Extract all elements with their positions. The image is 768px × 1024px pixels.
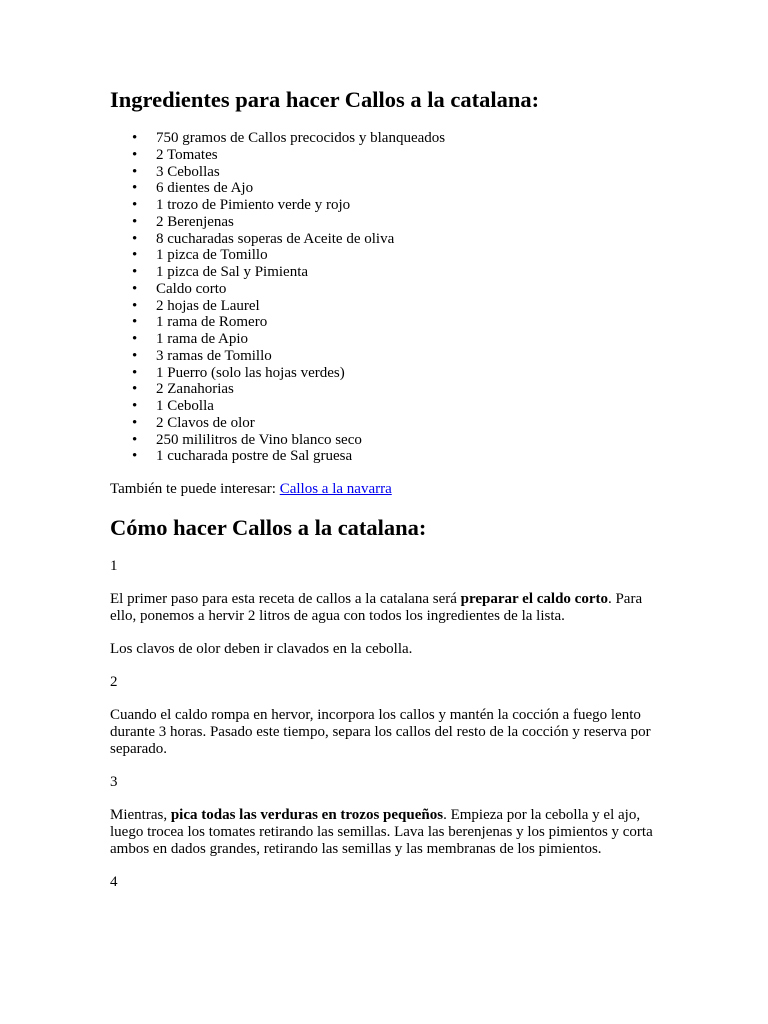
bullet-icon: • bbox=[132, 213, 138, 230]
ingredient-text: 1 trozo de Pimiento verde y rojo bbox=[156, 197, 351, 213]
step-number-1: 1 bbox=[110, 558, 118, 574]
step-3-text-before: Mientras, bbox=[110, 807, 171, 823]
ingredient-item bbox=[110, 281, 670, 298]
ingredient-text: Caldo corto bbox=[156, 280, 227, 297]
ingredient-text: 1 rama de Romero bbox=[156, 314, 268, 331]
bullet-icon: • bbox=[132, 331, 138, 347]
step-text-2: Cuando el caldo rompa en hervor, incorpora los callos y mantén la cocción a fuego lento durante 3 horas. Pasado este tiempo, separa los callos del resto de la cocción y reserva por separado. bbox=[110, 707, 651, 757]
also-interest-line bbox=[110, 481, 670, 498]
step-text-1 bbox=[110, 591, 670, 625]
bullet-icon: • bbox=[132, 197, 138, 213]
ingredient-item bbox=[110, 448, 670, 465]
bullet-icon: • bbox=[132, 448, 138, 465]
ingredient-item bbox=[110, 147, 670, 164]
ingredient-text: 1 Cebolla bbox=[156, 398, 214, 414]
ingredient-item bbox=[110, 348, 670, 365]
ingredient-text: 8 cucharadas soperas de Aceite de oliva bbox=[156, 230, 395, 247]
bullet-icon: • bbox=[132, 364, 138, 381]
bullet-icon: • bbox=[132, 180, 138, 197]
ingredient-item bbox=[110, 247, 670, 264]
bullet-icon: • bbox=[132, 297, 138, 314]
ingredient-item bbox=[110, 231, 670, 248]
ingredient-item bbox=[110, 298, 670, 315]
ingredient-text: 2 Clavos de olor bbox=[156, 414, 255, 431]
ingredient-item bbox=[110, 432, 670, 449]
ingredient-text: 1 Puerro (solo las hojas verdes) bbox=[156, 364, 345, 381]
ingredient-item bbox=[110, 365, 670, 382]
ingredient-item bbox=[110, 130, 670, 147]
step-number-4: 4 bbox=[110, 874, 118, 890]
ingredient-text: 3 ramas de Tomillo bbox=[156, 347, 272, 364]
ingredient-text: 2 Tomates bbox=[156, 146, 218, 163]
ingredient-item bbox=[110, 398, 670, 415]
ingredient-item bbox=[110, 164, 670, 181]
bullet-icon: • bbox=[132, 130, 138, 146]
step-number-3: 3 bbox=[110, 774, 118, 790]
ingredient-item bbox=[110, 180, 670, 197]
ingredient-text: 1 rama de Apio bbox=[156, 331, 249, 347]
ingredient-item bbox=[110, 197, 670, 214]
bullet-icon: • bbox=[132, 314, 138, 331]
ingredient-text: 1 pizca de Sal y Pimienta bbox=[156, 264, 309, 280]
step-text-3 bbox=[110, 807, 670, 858]
step-1-text-after: . Para ello, ponemos a hervir 2 litros de agua con todos los ingredientes de la lista. bbox=[110, 591, 643, 624]
bullet-icon: • bbox=[132, 398, 138, 414]
step-1-note: Los clavos de olor deben ir clavados en la cebolla. bbox=[110, 641, 413, 657]
bullet-icon: • bbox=[132, 381, 138, 398]
ingredient-text: 3 Cebollas bbox=[156, 163, 220, 180]
bullet-icon: • bbox=[132, 264, 138, 280]
bullet-icon: • bbox=[132, 230, 138, 247]
step-3-bold-text: pica todas las verduras en trozos pequeños bbox=[170, 807, 444, 823]
ingredient-text: 6 dientes de Ajo bbox=[156, 180, 254, 197]
step-3-text-after: . Empieza por la cebolla y el ajo, luego trocea los tomates retirando las semillas. Lava las berenjenas y los pimientos y corta ambos en dados grandes, retirando las semillas y las membranas de los pimientos. bbox=[110, 807, 653, 857]
ingredient-text: 1 cucharada postre de Sal gruesa bbox=[156, 448, 353, 465]
ingredient-text: 2 Berenjenas bbox=[156, 213, 234, 230]
ingredients-list bbox=[110, 130, 670, 465]
bullet-icon: • bbox=[132, 347, 138, 364]
how-to-heading: Cómo hacer Callos a la catalana: bbox=[110, 515, 427, 540]
step-1-text-before: El primer paso para esta receta de callos a la catalana será bbox=[110, 591, 461, 607]
ingredient-item bbox=[110, 381, 670, 398]
bullet-icon: • bbox=[132, 280, 138, 297]
ingredient-item bbox=[110, 214, 670, 231]
ingredient-text: 750 gramos de Callos precocidos y blanqueados bbox=[156, 130, 446, 146]
bullet-icon: • bbox=[132, 163, 138, 180]
ingredient-item bbox=[110, 264, 670, 281]
ingredient-text: 2 Zanahorias bbox=[156, 381, 234, 398]
ingredient-item bbox=[110, 331, 670, 348]
bullet-icon: • bbox=[132, 431, 138, 448]
ingredient-item bbox=[110, 314, 670, 331]
bullet-icon: • bbox=[132, 146, 138, 163]
ingredient-item bbox=[110, 415, 670, 432]
ingredient-text: 250 mililitros de Vino blanco seco bbox=[156, 431, 362, 448]
also-interest-prefix: También te puede interesar: bbox=[110, 481, 280, 497]
ingredients-heading: Ingredientes para hacer Callos a la catalana: bbox=[110, 87, 540, 112]
step-1-bold-text: preparar el caldo corto bbox=[460, 591, 608, 607]
callos-navarra-link[interactable]: Callos a la navarra bbox=[279, 481, 392, 497]
bullet-icon: • bbox=[132, 247, 138, 264]
step-number-2: 2 bbox=[110, 674, 118, 690]
ingredient-text: 2 hojas de Laurel bbox=[156, 297, 260, 314]
document-page bbox=[110, 86, 670, 891]
ingredient-text: 1 pizca de Tomillo bbox=[156, 247, 268, 264]
bullet-icon: • bbox=[132, 414, 138, 431]
